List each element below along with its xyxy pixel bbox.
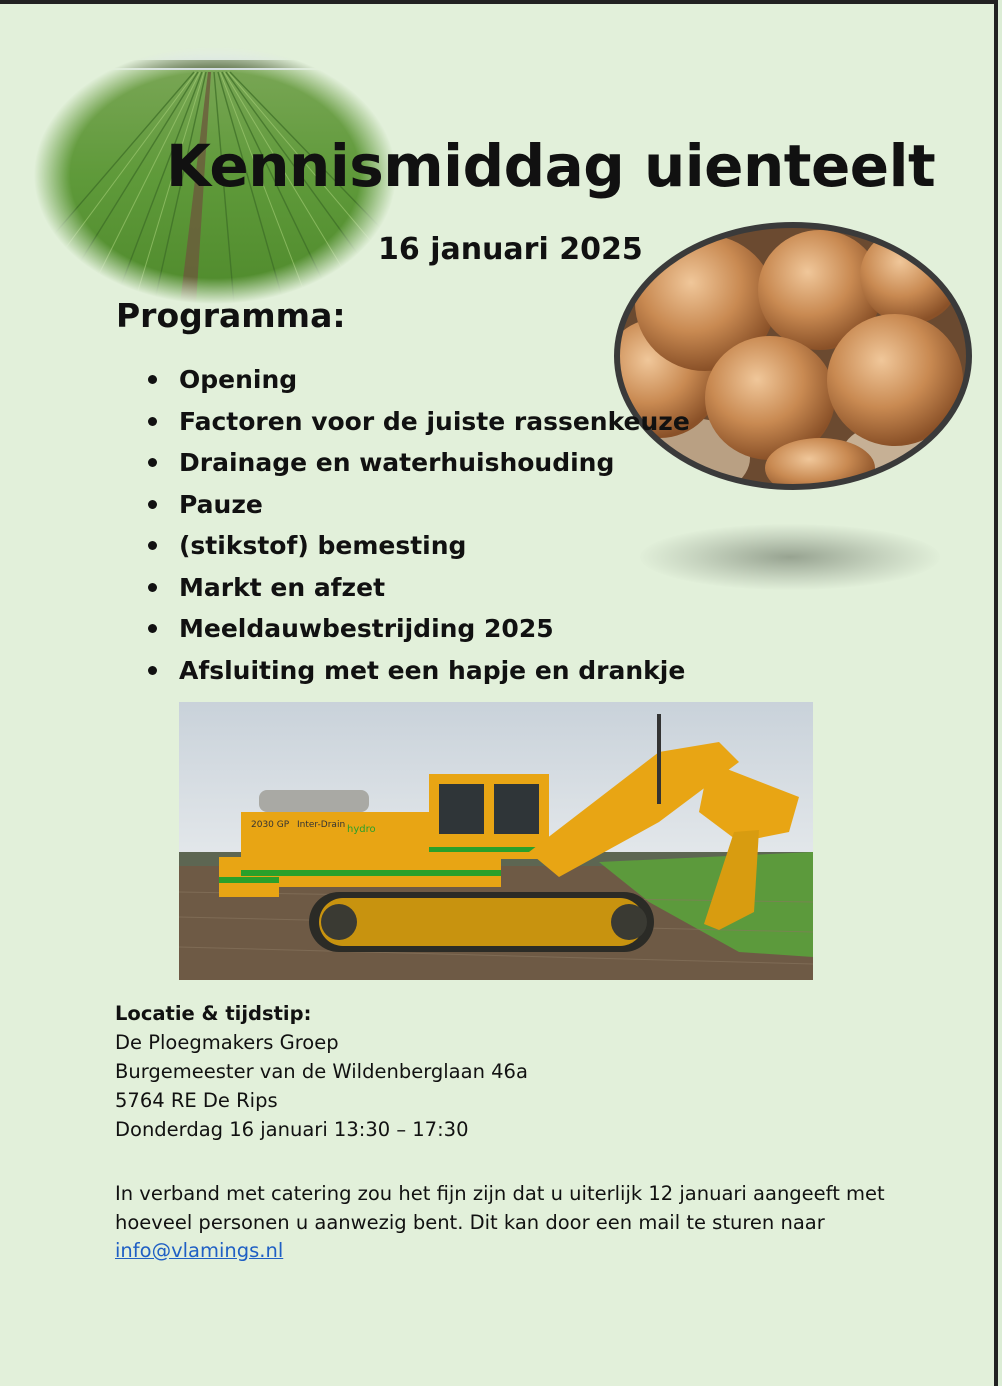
program-item (140, 650, 690, 692)
program-list (140, 359, 690, 691)
location-city: 5764 RE De Rips (115, 1089, 278, 1112)
program-item-label: Pauze (179, 489, 263, 519)
program-item-label: Afsluiting met een hapje en drankje (179, 655, 686, 685)
bullet-icon (148, 541, 157, 550)
bullet-icon (148, 417, 157, 426)
program-item-label: (stikstof) bemesting (179, 531, 467, 561)
program-item-label: Drainage en waterhuishouding (179, 448, 615, 478)
bullet-icon (148, 500, 157, 509)
program-item (140, 567, 690, 609)
location-time: Donderdag 16 januari 13:30 – 17:30 (115, 1118, 469, 1141)
email-link[interactable]: info@vlamings.nl (115, 1239, 284, 1262)
bullet-icon (148, 624, 157, 633)
trenching-machine-photo (179, 702, 813, 980)
bullet-icon (148, 375, 157, 384)
program-item (140, 525, 690, 567)
program-item-label: Opening (179, 365, 298, 395)
location-section (115, 999, 875, 1144)
bullet-icon (148, 666, 157, 675)
program-item-label: Meeldauwbestrijding 2025 (179, 614, 554, 644)
machine-model-label: 2030 GP (251, 820, 290, 830)
machine-brand-label: Inter-Drain (297, 820, 346, 830)
location-company: De Ploegmakers Groep (115, 1031, 339, 1054)
location-street: Burgemeester van de Wildenberglaan 46a (115, 1060, 528, 1083)
bullet-icon (148, 458, 157, 467)
page-title: Kennismiddag uienteelt (166, 132, 936, 200)
program-item-label: Markt en afzet (179, 572, 386, 602)
bullet-icon (148, 583, 157, 592)
program-heading: Programma: (116, 296, 346, 335)
event-date: 16 januari 2025 (378, 232, 643, 267)
program-item (140, 442, 690, 484)
machine-hydro-label: hydro (347, 824, 376, 835)
program-item-label: Factoren voor de juiste rassenkeuze (179, 406, 690, 436)
location-label: Locatie & tijdstip: (115, 1002, 312, 1025)
catering-note (115, 1180, 895, 1266)
program-item (140, 359, 690, 401)
catering-text: In verband met catering zou het fijn zijn dat u uiterlijk 12 januari aangeeft met hoeveel personen u aanwezig bent. Dit kan door een mail te sturen naar (115, 1182, 885, 1234)
program-item (140, 484, 690, 526)
program-item (140, 608, 690, 650)
program-item (140, 401, 690, 443)
